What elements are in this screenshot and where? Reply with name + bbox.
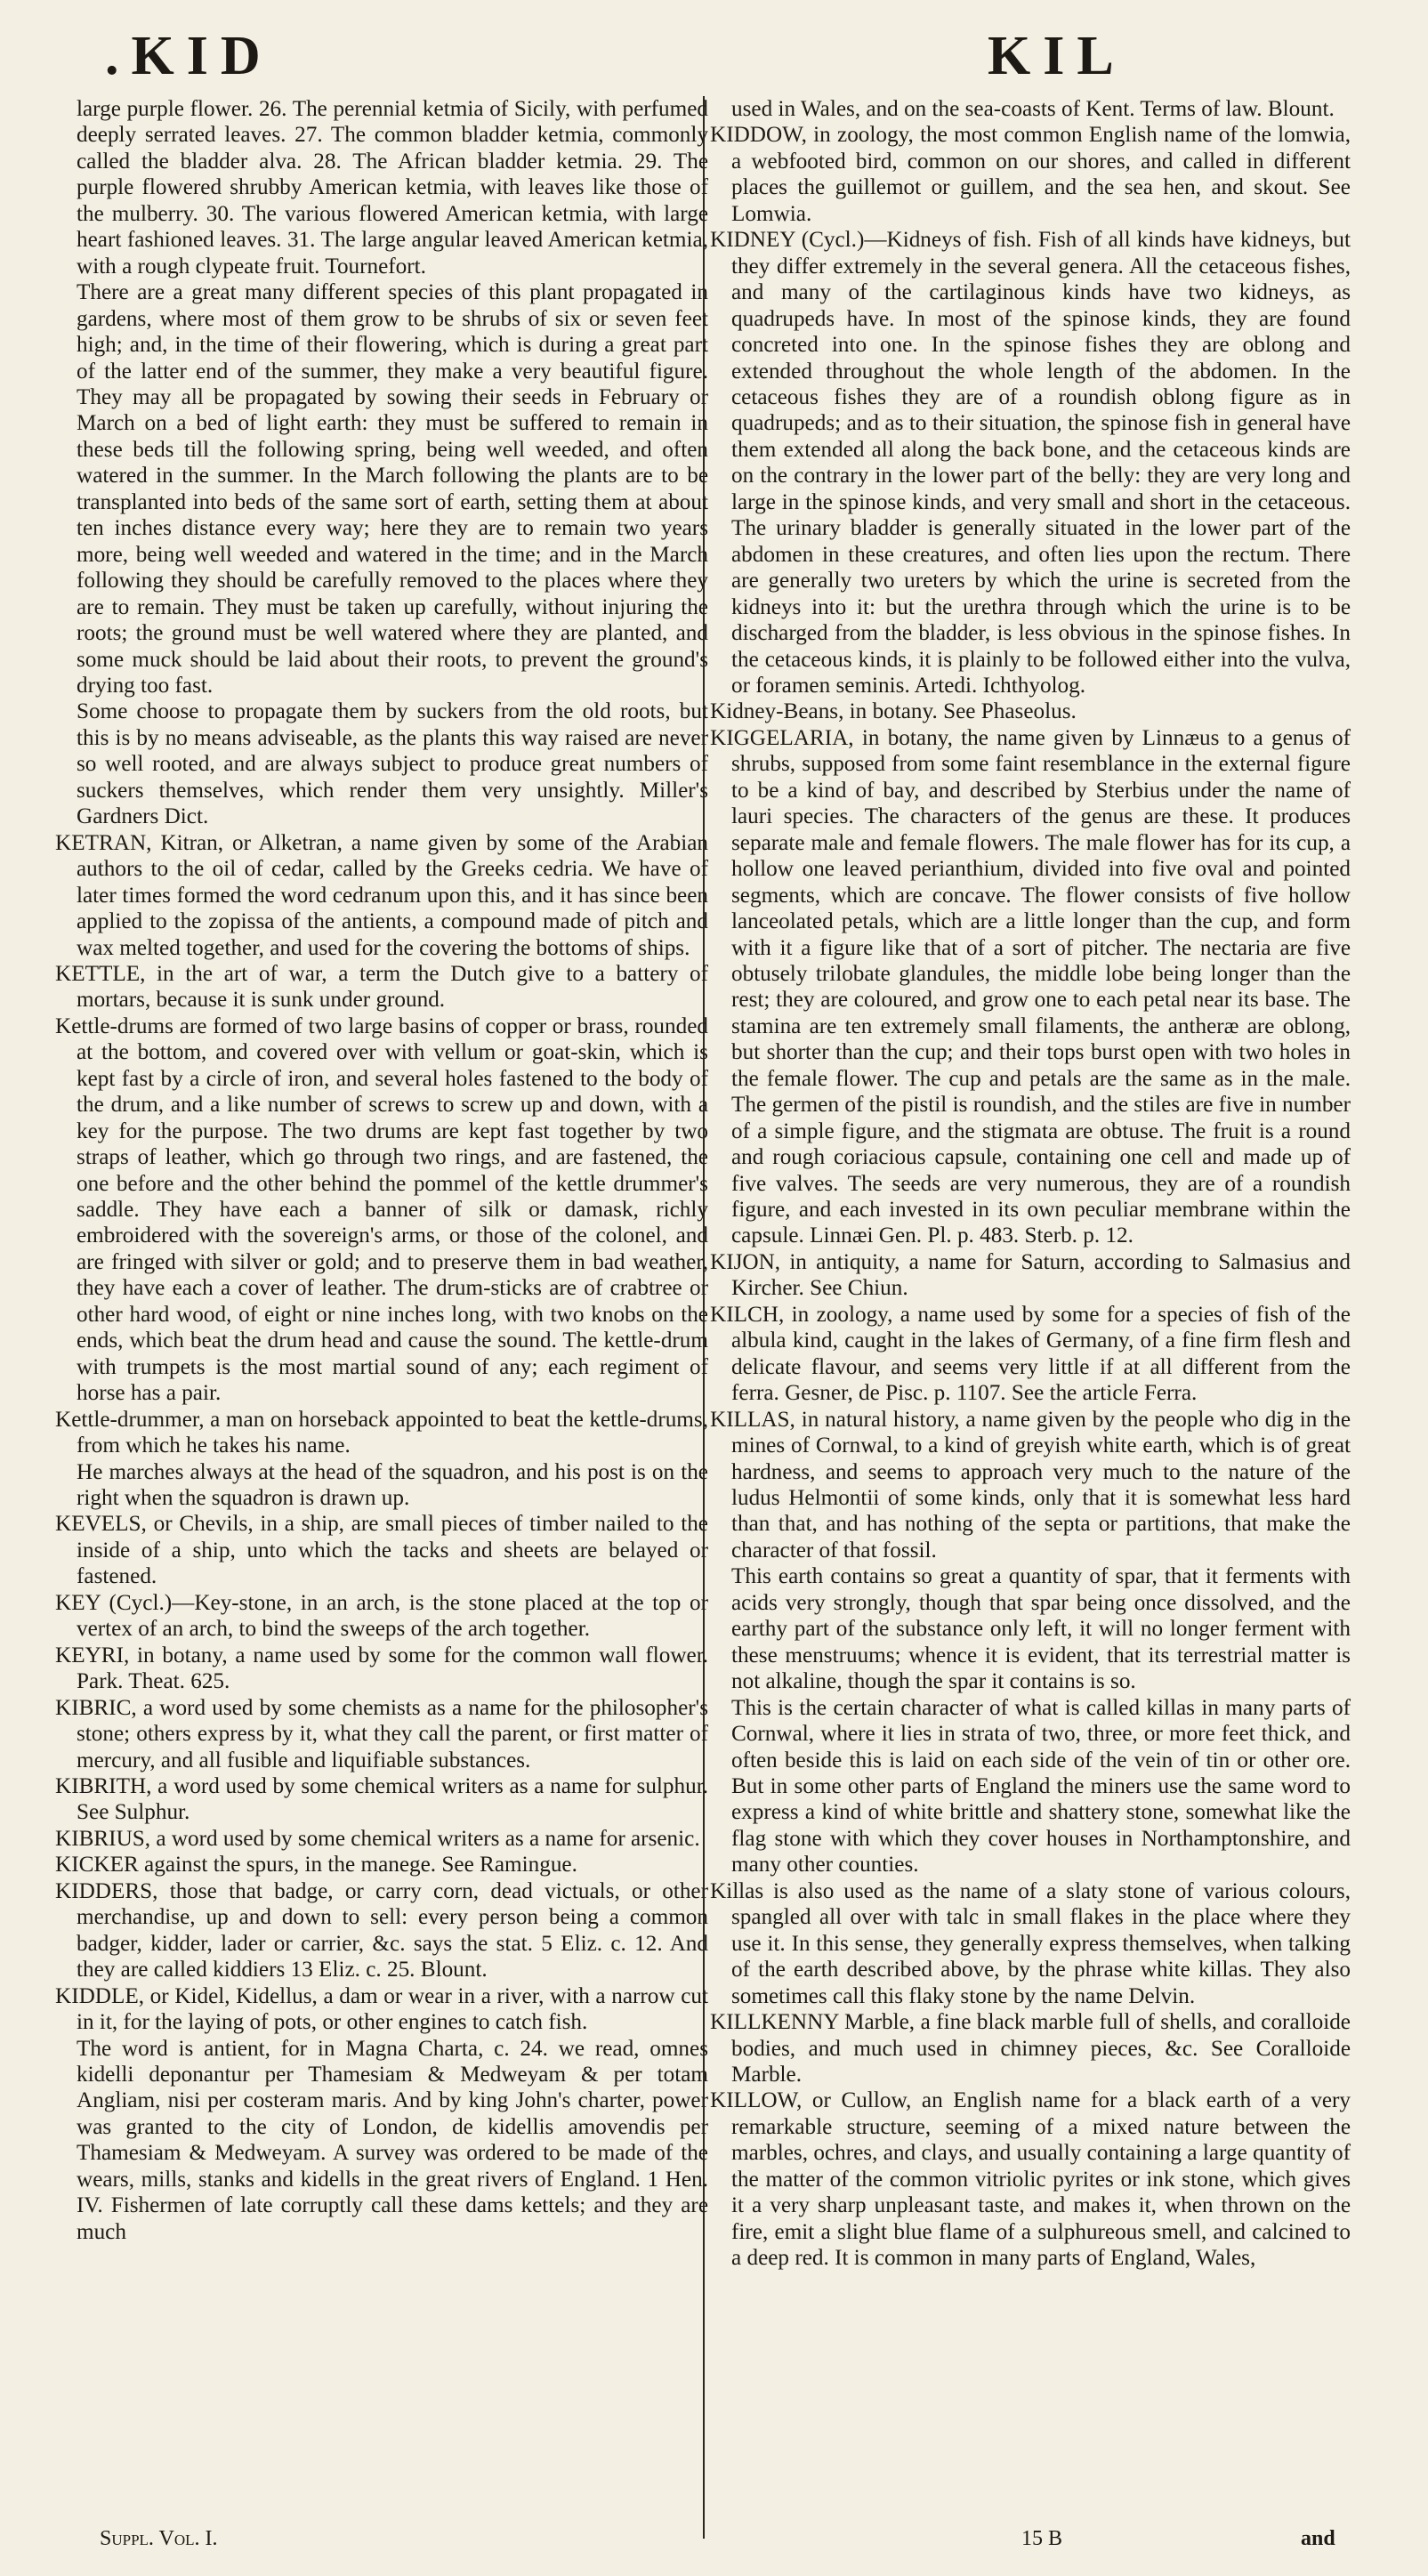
entry-keyri: KEYRI, in botany, a name used by some for the common wall flower. Park. Theat. 625. [55, 1643, 708, 1694]
paragraph-killas-spar: This earth contains so great a quantity of spar, that it ferments with acids very strongly, though that spar being once dissolved, and the earthy part of the substance only left, it will no longer ferment with these menstruums; whence it is evident, that its terrestrial matter is not alkaline, though the spar it contains is so. [731, 1564, 1351, 1694]
paragraph-kiddle-history: The word is antient, for in Magna Charta, c. 24. we read, omnes kidelli deponantur per Thamesiam & Medweyam & per totam Angliam, nisi per costeram maris. And by king John's charter, power was granted to the city of London, de kidellis amovendis per Thamesiam & Medweyam. A survey was ordered to be made of the wears, mills, stanks and kidells in the great rivers of England. 1 Hen. IV. Fishermen of late corruptly call these dams kettels; and they are much [77, 2036, 708, 2244]
entry-kidders: KIDDERS, those that badge, or carry corn, dead victuals, or other merchandise, up and down to sell: every person being a common badger, kidder, lader or carrier, &c. says the stat. 5 Eliz. c. 12. And they are called kiddiers 13 Eliz. c. 25. Blount. [55, 1878, 708, 1982]
entry-kicker: KICKER against the spurs, in the manege. See Ramingue. [55, 1853, 577, 1877]
running-head-right: KIL [988, 26, 1126, 86]
paragraph-ketmia-continued: large purple flower. 26. The perennial ketmia of Sicily, with perfumed deeply serrated leaves. 27. The common bladder ketmia, commonly called the bladder alva. 28. The African bladder ketmia. 29. The purple flowered shrubby American ketmia, with leaves like those of the mulberry. 30. The various flowered American ketmia, with large heart fashioned leaves. 31. The large angular leaved American ketmia, with a rough clypeate fruit. Tournefort. [77, 97, 708, 279]
paragraph-ketmia-culture: There are a great many different species of this plant propagated in gardens, where most of them grow to be shrubs of six or seven feet high; and, in the time of their flowering, which is during a great part of the latter end of the summer, they make a very beautiful figure. They may all be propagated by sowing their seeds in February or March on a bed of light earth: they must be suffered to remain in these beds till the following spring, being well weeded, and often watered in the summer. In the March following the plants are to be transplanted into beds of the same sort of earth, setting them at about ten inches distance every way; here they are to remain two years more, being well weeded and watered in the time; and in the March following they should be carefully removed to the places where they are to remain. They must be taken up carefully, without injuring the roots; the ground must be well watered where they are planted, and some muck should be laid about their roots, to prevent the ground's drying too fast. [77, 280, 708, 698]
running-head-left: .KID [105, 26, 273, 86]
entry-killkenny-marble: KILLKENNY Marble, a fine black marble full of shells, and coralloide bodies, and much used in chimney pieces, &c. See Coralloide Marble. [710, 2010, 1351, 2087]
entry-kiddow: KIDDOW, in zoology, the most common English name of the lomwia, a webfooted bird, common on our shores, and called in different places the guillemot or guillem, and the sea hen, and skout. See Lomwia. [710, 123, 1351, 226]
entry-kiddle: KIDDLE, or Kidel, Kidellus, a dam or wear in a river, with a narrow cut in it, for the laying of pots, or other engines to catch fish. [55, 1983, 708, 2035]
entry-killow: KILLOW, or Cullow, an English name for a black earth of a very remarkable structure, seeming of a mixed nature between the marbles, ochres, and clays, and usually containing a large quantity of the matter of the common vitriolic pyrites or ink stone, which gives it a very sharp unpleasant taste, and makes it, when thrown on the fire, emit a slight blue flame of a sulphureous smell, and calcined to a deep red. It is common in many parts of England, Wales, [710, 2088, 1351, 2271]
catchword: and [1301, 2527, 1335, 2550]
entry-killas: KILLAS, in natural history, a name given by the people who dig in the mines of Cornwal, to a kind of greyish white earth, which is of great hardness, and seems to approach very much to the nature of the ludus Helmontii of some kinds, only that it is somewhat less hard than that, and has nothing of the septa or partitions, that make the character of that fossil. [710, 1407, 1351, 1563]
paragraph-kiddle-continued: used in Wales, and on the sea-coasts of Kent. Terms of law. Blount. [731, 97, 1335, 121]
entry-kibrius: KIBRIUS, a word used by some chemical writers as a name for arsenic. [55, 1826, 700, 1851]
entry-kettle-drums: Kettle-drums are formed of two large basins of copper or brass, rounded at the bottom, and covered over with vellum or goat-skin, which is kept fast by a circle of iron, and several holes fastened to the body of the drum, and a like number of screws to screw up and down, with a key for the purpose. The two drums are kept fast together by two straps of leather, which go through two rings, and are fastened, the one before and the other behind the pommel of the kettle drummer's saddle. They have each a banner of silk or damask, richly embroidered with the sovereign's arms, or those of the colonel, and are fringed with silver or gold; and to preserve them in bad weather, they have each a cover of leather. The drum-sticks are of crabtree or other hard wood, of eight or nine inches long, with two knobs on the ends, which beat the drum head and cause the sound. The kettle-drum with trumpets is the most martial sound of any; each regiment of horse has a pair. [55, 1013, 708, 1406]
paragraph-kettle-drummer-post: He marches always at the head of the squadron, and his post is on the right when the squadron is drawn up. [77, 1459, 708, 1511]
entry-kibrith: KIBRITH, a word used by some chemical writers as a name for sulphur. See Sulphur. [55, 1774, 708, 1825]
entry-kevels: KEVELS, or Chevils, in a ship, are small pieces of timber nailed to the inside of a ship, unto which the tacks and sheets are belayed or fastened. [55, 1512, 708, 1589]
paragraph-killas-character: This is the certain character of what is called killas in many parts of Cornwal, where it lies in strata of two, three, or more feet thick, and often beside this is laid on each side of the vein of tin or other ore. But in some other parts of England the miners use the same word to express a kind of white brittle and shattery stone, somewhat like the flag stone with which they cover houses in Northamptonshire, and many other counties. [731, 1695, 1351, 1877]
signature-mark: 15 B [1021, 2527, 1063, 2550]
entry-kettle-drummer: Kettle-drummer, a man on horseback appointed to beat the kettle-drums, from which he takes his name. [55, 1407, 708, 1458]
entry-kettle: KETTLE, in the art of war, a term the Dutch give to a battery of mortars, because it is sunk under ground. [55, 961, 708, 1013]
entry-key: KEY (Cycl.)—Key-stone, in an arch, is the stone placed at the top or vertex of an arch, to bind the sweeps of the arch together. [55, 1590, 708, 1642]
entry-kiggelaria: KIGGELARIA, in botany, the name given by Linnæus to a genus of shrubs, supposed from some faint resemblance in the external figure to be a kind of bay, and described by Sterbius under the name of lauri species. The characters of the genus are these. It produces separate male and female flowers. The male flower has for its cup, a hollow one leaved perianthium, divided into five oval and pointed segments, which are concave. The flower consists of five hollow lanceolated petals, which are a little longer than the cup, and form with it a figure like that of a sort of pitcher. The nectaria are five obtusely trilobate glandules, the middle lobe being longer than the rest; they are coloured, and grow one to each petal near its base. The stamina are ten extremely small filaments, the antheræ are oblong, but shorter than the cup; and their tops burst open with two holes in the female flower. The cup and petals are the same as in the male. The germen of the pistil is roundish, and the stiles are five in number of a simple figure, and the stigmata are obtuse. The fruit is a round and rough coriacious capsule, containing one cell and made up of five valves. The seeds are very numerous, they are of a roundish figure, and each invested in its own peculiar membrane within the capsule. Linnæi Gen. Pl. p. 483. Sterb. p. 12. [710, 725, 1351, 1248]
entry-kibric: KIBRIC, a word used by some chemists as a name for the philosopher's stone; others express by it, what they call the parent, or first matter of mercury, and all fusible and liquifiable substances. [55, 1695, 708, 1773]
entry-kidney-beans: Kidney-Beans, in botany. See Phaseolus. [710, 699, 1077, 724]
entry-killas-slaty: Killas is also used as the name of a slaty stone of various colours, spangled all over with talc in small flakes in the place where they use it. In this sense, they generally express themselves, when talking of the earth described above, by the phrase white killas. They also sometimes call this flaky stone by the name Delvin. [710, 1878, 1351, 2008]
entry-kidney: KIDNEY (Cycl.)—Kidneys of fish. Fish of all kinds have kidneys, but they differ extremely in the several genera. All the cetaceous fishes, and many of the cartilaginous kinds have two kidneys, as quadrupeds have. In most of the spinose kinds, they are found concreted into one. In the spinose fishes they are oblong and extended throughout the whole length of the abdomen. In the cetaceous fishes they are of a roundish oblong figure as in quadrupeds; and as to their situation, the spinose fish in general have them extended all along the back bone, and the cetaceous kinds are on the contrary in the lower part of the belly: they are very long and large in the spinose kinds, and very small and short in the cetaceous. The urinary bladder is generally situated in the lower part of the abdomen in these creatures, and often lies upon the rectum. There are generally two ureters by which the urine is secreted from the kidneys into it: but the urethra through which the urine is to be discharged from the bladder, is less obvious in the spinose fishes. In the cetaceous kinds, it is plainly to be followed either into the vulva, or foramen seminis. Artedi. Ichthyolog. [710, 228, 1351, 698]
right-column [710, 96, 1351, 2272]
entry-ketran: KETRAN, Kitran, or Alketran, a name given by some of the Arabian authors to the oil of cedar, called by the Greeks cedria. We have of later times formed the word cedranum upon this, and it has since been applied to the zopissa of the antients, a compound made of pitch and wax melted together, and used for the covering the bottoms of ships. [55, 830, 708, 960]
paragraph-ketmia-suckers: Some choose to propagate them by suckers from the old roots, but this is by no means adviseable, as the plants this way raised are never so well rooted, and are always subject to produce great numbers of suckers themselves, which render them very unsightly. Miller's Gardners Dict. [77, 699, 708, 829]
volume-footer: Suppl. Vol. I. [100, 2527, 218, 2550]
left-column [55, 96, 708, 2245]
entry-kijon: KIJON, in antiquity, a name for Saturn, according to Salmasius and Kircher. See Chiun. [710, 1249, 1351, 1301]
entry-kilch: KILCH, in zoology, a name used by some for a species of fish of the albula kind, caught in the lakes of Germany, of a fine firm flesh and delicate flavour, and seems very little if at all different from the ferra. Gesner, de Pisc. p. 1107. See the article Ferra. [710, 1302, 1351, 1406]
